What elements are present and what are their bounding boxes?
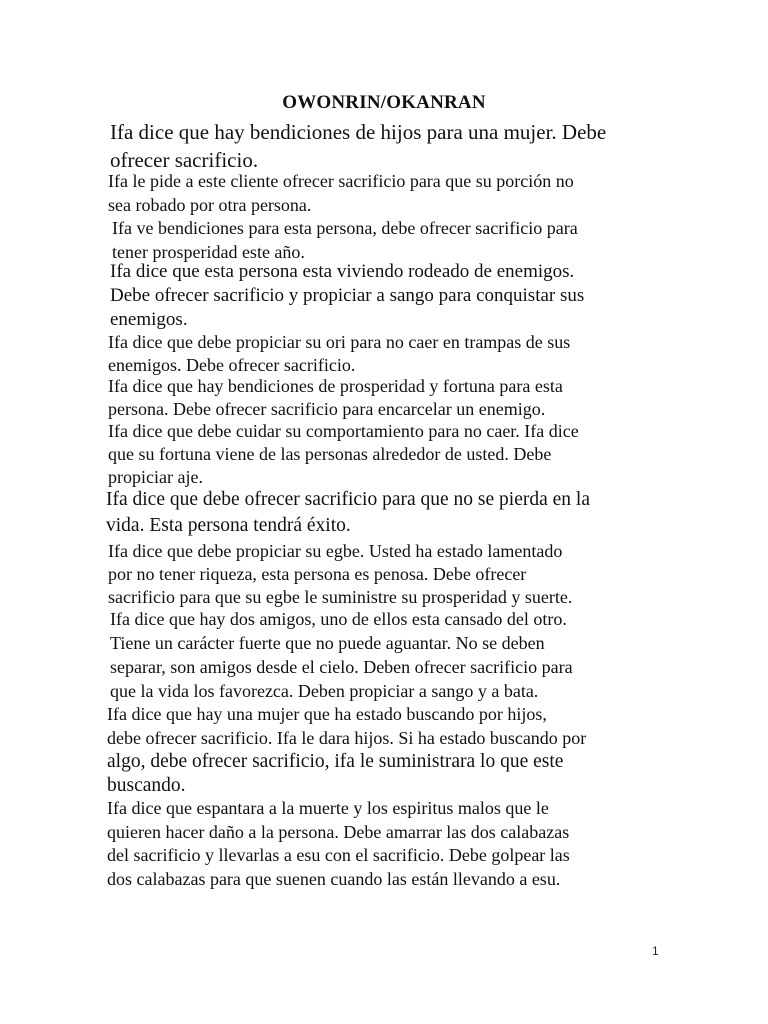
paragraph-6 bbox=[108, 375, 563, 421]
paragraph-7-line-3: propiciar aje. bbox=[108, 467, 203, 487]
paragraph-10-line-1: Ifa dice que hay dos amigos, uno de ellos esta cansado del otro. bbox=[110, 609, 567, 629]
document-title: OWONRIN/OKANRAN bbox=[282, 92, 486, 113]
paragraph-5-line-2: enemigos. Debe ofrecer sacrificio. bbox=[108, 355, 356, 375]
paragraph-10-line-4: que la vida los favorezca. Deben propiciar a sango y a bata. bbox=[110, 681, 539, 701]
paragraph-10-line-2: Tiene un carácter fuerte que no puede aguantar. No se deben bbox=[110, 633, 545, 653]
paragraph-5 bbox=[108, 331, 570, 377]
paragraph-2-line-1: Ifa le pide a este cliente ofrecer sacrificio para que su porción no bbox=[108, 171, 574, 191]
paragraph-10-line-3: separar, son amigos desde el cielo. Deben ofrecer sacrificio para bbox=[110, 657, 573, 677]
paragraph-6-line-1: Ifa dice que hay bendiciones de prosperidad y fortuna para esta bbox=[108, 376, 563, 396]
paragraph-8 bbox=[106, 487, 590, 539]
paragraph-4-line-3: enemigos. bbox=[110, 309, 188, 330]
paragraph-1-line-2: ofrecer sacrificio. bbox=[110, 148, 259, 172]
paragraph-11-line-2: debe ofrecer sacrificio. Ifa le dara hijos. Si ha estado buscando por bbox=[107, 728, 587, 748]
paragraph-1-line-1: Ifa dice que hay bendiciones de hijos para una mujer. Debe bbox=[110, 120, 607, 144]
paragraph-7 bbox=[108, 420, 579, 489]
paragraph-3-line-2: tener prosperidad este año. bbox=[112, 242, 305, 262]
paragraph-11-line-3: algo, debe ofrecer sacrificio, ifa le suministrara lo que este bbox=[107, 751, 564, 772]
paragraph-3 bbox=[112, 216, 578, 264]
paragraph-12-line-3: del sacrificio y llevarlas a esu con el sacrificio. Debe golpear las bbox=[107, 845, 570, 865]
paragraph-11-line-4: buscando. bbox=[107, 775, 186, 796]
paragraph-5-line-1: Ifa dice que debe propiciar su ori para no caer en trampas de sus bbox=[108, 332, 571, 352]
paragraph-12-line-4: dos calabazas para que suenen cuando las están llevando a esu. bbox=[107, 868, 561, 889]
paragraph-2 bbox=[108, 169, 574, 217]
paragraph-4-line-1: Ifa dice que esta persona esta viviendo rodeado de enemigos. bbox=[110, 261, 575, 282]
paragraph-12-line-1: Ifa dice que espantara a la muerte y los espiritus malos que le bbox=[107, 798, 549, 818]
page-number: 1 bbox=[652, 944, 659, 958]
paragraph-9-line-3: sacrificio para que su egbe le suministre su prosperidad y suerte. bbox=[108, 587, 573, 607]
paragraph-11 bbox=[107, 702, 586, 798]
paragraph-8-line-2: vida. Esta persona tendrá éxito. bbox=[106, 515, 351, 536]
paragraph-9 bbox=[108, 540, 572, 609]
paragraph-4 bbox=[110, 260, 584, 332]
paragraph-7-line-2: que su fortuna viene de las personas alrededor de usted. Debe bbox=[108, 444, 552, 464]
paragraph-2-line-2: sea robado por otra persona. bbox=[108, 195, 312, 215]
paragraph-1 bbox=[110, 118, 606, 174]
paragraph-11-line-1: Ifa dice que hay una mujer que ha estado buscando por hijos, bbox=[107, 704, 547, 724]
paragraph-10 bbox=[110, 607, 573, 703]
paragraph-3-line-1: Ifa ve bendiciones para esta persona, debe ofrecer sacrificio para bbox=[112, 218, 578, 238]
paragraph-9-line-2: por no tener riqueza, esta persona es penosa. Debe ofrecer bbox=[108, 564, 527, 584]
paragraph-12 bbox=[107, 797, 570, 891]
paragraph-7-line-1: Ifa dice que debe cuidar su comportamiento para no caer. Ifa dice bbox=[108, 421, 579, 441]
paragraph-4-line-2: Debe ofrecer sacrificio y propiciar a sango para conquistar sus bbox=[110, 285, 585, 306]
paragraph-9-line-1: Ifa dice que debe propiciar su egbe. Usted ha estado lamentado bbox=[108, 541, 563, 561]
paragraph-6-line-2: persona. Debe ofrecer sacrificio para encarcelar un enemigo. bbox=[108, 399, 546, 419]
paragraph-12-line-2: quieren hacer daño a la persona. Debe amarrar las dos calabazas bbox=[107, 821, 570, 842]
paragraph-8-line-1: Ifa dice que debe ofrecer sacrificio para que no se pierda en la bbox=[106, 489, 590, 510]
